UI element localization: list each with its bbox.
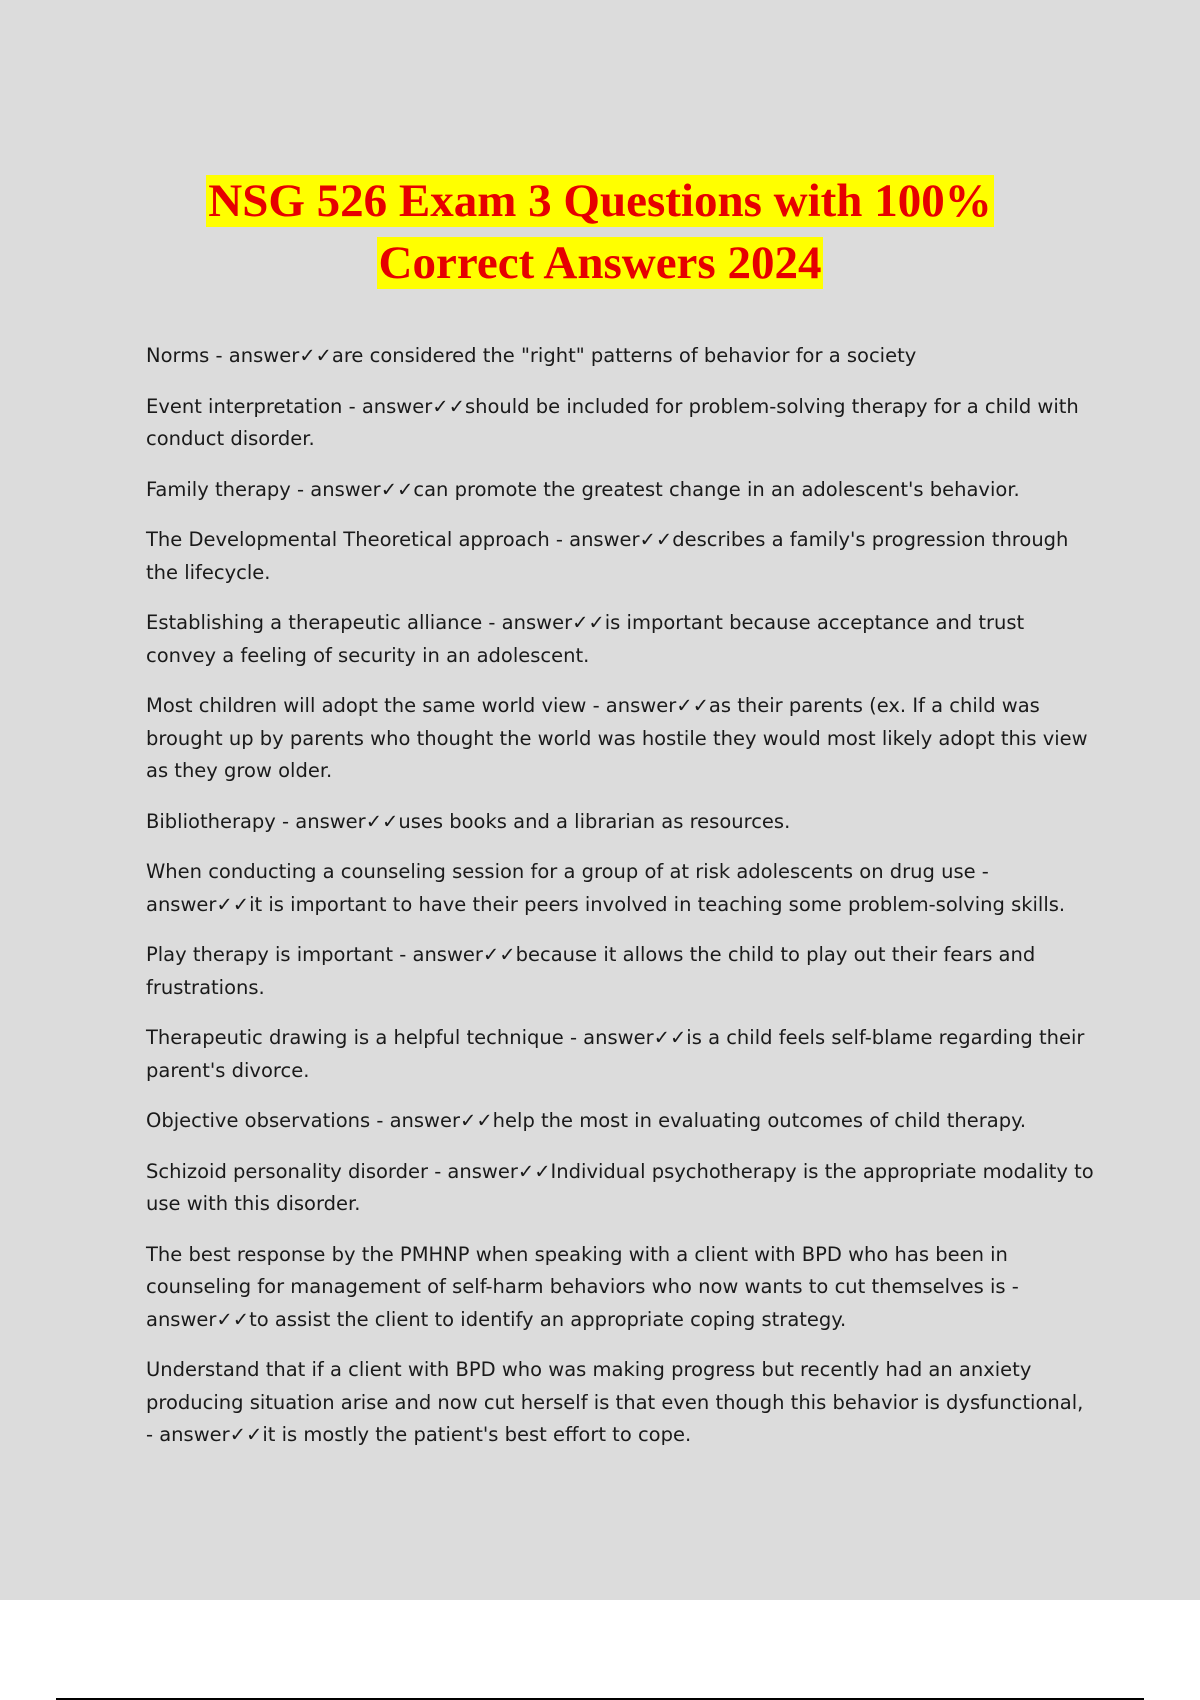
title-line-1: NSG 526 Exam 3 Questions with 100%: [208, 175, 992, 227]
qa-item: Therapeutic drawing is a helpful technique - answer✓✓is a child feels self-blame regarding their parent's divorce.: [146, 1026, 1085, 1082]
qa-item: Play therapy is important - answer✓✓because it allows the child to play out their fears and frustrations.: [146, 943, 1036, 999]
qa-item: Event interpretation - answer✓✓should be included for problem-solving therapy for a child with conduct disorder.: [146, 394, 1079, 450]
qa-item: Understand that if a client with BPD who was making progress but recently had an anxiety producing situation arise and now cut herself is that even though this behavior is dysfunctional, - answer✓✓it is mostly the patient's best effort to cope.: [146, 1358, 1084, 1446]
qa-item: Objective observations - answer✓✓help the most in evaluating outcomes of child therapy.: [146, 1109, 1027, 1132]
qa-item: Most children will adopt the same world view - answer✓✓as their parents (ex. If a child was brought up by parents who thought the world was hostile they would most likely adopt this view as they grow older.: [146, 694, 1088, 782]
qa-item: The Developmental Theoretical approach - answer✓✓describes a family's progression through the lifecycle.: [146, 528, 1069, 584]
document-title: [0, 170, 1200, 294]
qa-list: [146, 340, 1096, 1470]
qa-item: Bibliotherapy - answer✓✓uses books and a librarian as resources.: [146, 809, 791, 833]
qa-item: Family therapy - answer✓✓can promote the greatest change in an adolescent's behavior.: [146, 477, 1020, 501]
qa-item: The best response by the PMHNP when speaking with a client with BPD who has been in counseling for management of self-harm behaviors who now wants to cut themselves is - answer✓✓to assist the client to identify an appropriate coping strategy.: [146, 1242, 1019, 1331]
qa-item: Norms - answer✓✓are considered the "right" patterns of behavior for a society: [146, 344, 917, 367]
qa-item: When conducting a counseling session for a group of at risk adolescents on drug use - answer✓✓it is important to have their peers involved in teaching some problem-solving skills.: [146, 860, 1066, 916]
title-line-2: Correct Answers 2024: [378, 237, 822, 289]
qa-item: Schizoid personality disorder - answer✓✓Individual psychotherapy is the appropriate modality to use with this disorder.: [146, 1159, 1094, 1215]
qa-item: Establishing a therapeutic alliance - answer✓✓is important because acceptance and trust convey a feeling of security in an adolescent.: [146, 611, 1025, 667]
